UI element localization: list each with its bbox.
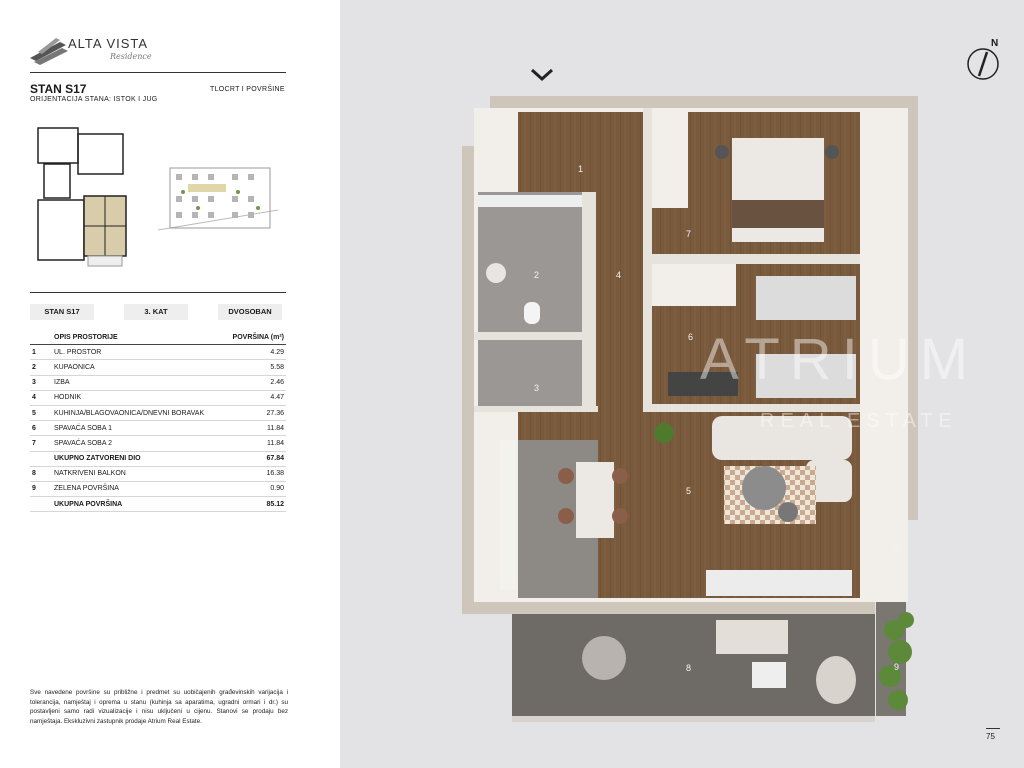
row-number: 7	[30, 436, 52, 451]
table-row	[30, 360, 286, 375]
table-row	[30, 481, 286, 496]
row-number: 5	[30, 405, 52, 420]
room-name: IZBA	[52, 375, 224, 390]
compass-north-label: N	[991, 38, 999, 49]
subtotal-row	[30, 451, 286, 466]
row-number: 6	[30, 421, 52, 436]
table-row	[30, 390, 286, 405]
total-label: UKUPNA POVRŠINA	[52, 497, 224, 512]
room-area: 16.38	[224, 466, 286, 481]
room-label-8: 8	[686, 663, 692, 673]
row-number: 9	[30, 481, 52, 496]
room-name: HODNIK	[52, 390, 224, 405]
room-label-2: 2	[534, 270, 540, 280]
disclaimer-text: Sve navedene površine su približne i predmet su uobičajenih građevinskih varijacija i tolerancija, namještaj i oprema u stanu (kuhinja sa aparatima, ugradni ormari i dr.) su postavljeni samo radi vizualizacije i nisu uključeni u cijenu. Stanovi se prodaju bez namještaja. Ekskluzivni zastupnik prodaje Atrium Real Estate.	[30, 689, 288, 725]
row-number: 8	[30, 466, 52, 481]
section-label: TLOCRT I POVRŠINE	[210, 86, 285, 93]
table-row	[30, 375, 286, 390]
watermark-main: ATRIUM	[700, 327, 979, 392]
room-label-9a: 9	[894, 543, 900, 553]
row-number: 4	[30, 390, 52, 405]
watermark-sub: REAL ESTATE	[760, 410, 958, 432]
brand-name: ALTA VISTA	[68, 36, 149, 51]
subtotal-area: 67.84	[224, 451, 286, 466]
room-area: 4.47	[224, 390, 286, 405]
divider	[30, 72, 286, 73]
subtotal-label: UKUPNO ZATVORENI DIO	[52, 451, 224, 466]
room-label-4: 4	[616, 270, 622, 280]
table-row	[30, 405, 286, 420]
room-name: SPAVAĆA SOBA 2	[52, 436, 224, 451]
room-name: ZELENA POVRŠINA	[52, 481, 224, 496]
table-row	[30, 436, 286, 451]
table-row	[30, 466, 286, 481]
entrance-chevron-icon	[530, 68, 554, 82]
floor-plan	[340, 0, 1024, 768]
table-header	[30, 330, 286, 345]
area-table	[30, 330, 286, 512]
room-name: KUPAONICA	[52, 360, 224, 375]
row-number: 3	[30, 375, 52, 390]
room-area: 27.36	[224, 405, 286, 420]
north-compass-icon	[966, 46, 1006, 86]
page-title: STAN S17	[30, 82, 87, 96]
room-label-7: 7	[686, 229, 692, 239]
page-number: 75	[986, 732, 995, 741]
row-number: 1	[30, 345, 52, 360]
type-chip: DVOSOBAN	[218, 304, 282, 320]
room-label-9b: 9	[894, 662, 900, 672]
floor-plan-panel	[340, 0, 1024, 768]
room-name: UL. PROSTOR	[52, 345, 224, 360]
room-area: 4.29	[224, 345, 286, 360]
room-label-5: 5	[686, 486, 692, 496]
orientation-text: ORIJENTACIJA STANA: ISTOK I JUG	[30, 96, 158, 103]
column-header-room: OPIS PROSTORIJE	[52, 330, 224, 345]
floor-thumbnail	[30, 120, 130, 270]
room-label-6: 6	[688, 332, 694, 342]
room-name: KUHINJA/BLAGOVAONICA/DNEVNI BORAVAK	[52, 405, 224, 420]
room-area: 0.90	[224, 481, 286, 496]
room-area: 2.46	[224, 375, 286, 390]
info-panel	[0, 0, 340, 768]
total-row	[30, 497, 286, 512]
total-area: 85.12	[224, 497, 286, 512]
room-area: 11.84	[224, 436, 286, 451]
room-area: 5.58	[224, 360, 286, 375]
room-name: SPAVAĆA SOBA 1	[52, 421, 224, 436]
row-number: 2	[30, 360, 52, 375]
brand-tagline: Residence	[110, 52, 152, 61]
unit-chip: STAN S17	[30, 304, 94, 320]
room-label-1: 1	[578, 164, 584, 174]
room-area: 11.84	[224, 421, 286, 436]
floor-chip: 3. KAT	[124, 304, 188, 320]
divider	[30, 292, 286, 293]
page-number-rule	[986, 728, 1000, 729]
table-row	[30, 345, 286, 360]
building-elevation-thumbnail	[148, 150, 288, 250]
room-storage	[478, 340, 582, 406]
room-name: NATKRIVENI BALKON	[52, 466, 224, 481]
column-header-area: POVRŠINA (m²)	[224, 330, 286, 345]
table-row	[30, 421, 286, 436]
room-label-3: 3	[534, 383, 540, 393]
